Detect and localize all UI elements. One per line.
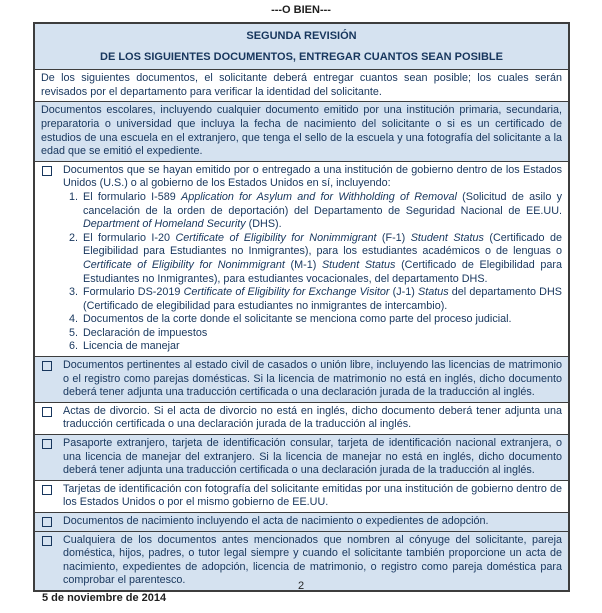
list-item: 1. El formulario I-589 Application for Asylum and for Withholding of Removal (Solicitud de asilo y cancelación de la orden de deportación) del Departamento de Seguridad Nacional de EE.UU. Department of Homeland Security (DHS). (81, 191, 562, 232)
checkbox[interactable] (42, 439, 52, 449)
row-government-documents (35, 162, 568, 357)
government-documents-list (63, 191, 562, 354)
row-marital-documents (35, 357, 568, 403)
row-text: Documentos que se hayan emitido por o entregado a una institución de gobierno dentro de los Estados Unidos (U.S.) o al gobierno de los Estados Unidos en sí, incluyendo: (63, 163, 562, 190)
list-item: 4. Documentos de la corte donde el solicitante se menciona como parte del proceso judicial. (81, 313, 562, 327)
checkbox[interactable] (42, 361, 52, 371)
row-school-documents (35, 102, 568, 161)
page-number: 2 (297, 580, 305, 592)
row-intro (35, 70, 568, 102)
table-header (35, 24, 568, 70)
footer-date: 5 de noviembre de 2014 (42, 592, 167, 604)
row-text: Tarjetas de identificación con fotografía del solicitante emitidas por una institución de gobierno dentro de los Estados Unidos o por el mismo gobierno de EE.UU. (63, 482, 562, 509)
checkbox[interactable] (42, 166, 52, 176)
checkbox[interactable] (42, 407, 52, 417)
row-text: Documentos pertinentes al estado civil de casados o unión libre, incluyendo las licencias de matrimonio o el registro como parejas domésticas. Si la licencia de matrimonio no está en inglés, dicho documento deberá tener adjunta una traducción certificada o una declaración jurada de la traducción al inglés. (63, 359, 562, 399)
row-content (63, 164, 562, 354)
checkbox[interactable] (42, 517, 52, 527)
row-text: Cualquiera de los documentos antes mencionados que nombren al cónyuge del solicitante, pareja doméstica, hijos, padres, o tutor legal siempre y cuando el solicitante también proporcione un acta de nacimiento, expedientes de adopción, licencia de matrimonio, o registro como pareja doméstica para comprobar el parentesco. (63, 533, 562, 587)
table-subtitle: DE LOS SIGUIENTES DOCUMENTOS, ENTREGAR CUANTOS SEAN POSIBLE (100, 50, 503, 63)
row-text: Actas de divorcio. Si el acta de divorcio no está en inglés, dicho documento deberá tener adjunta una traducción certificada o una declaración jurada de la traducción al inglés. (63, 404, 562, 431)
checkbox[interactable] (42, 485, 52, 495)
list-item: 3. Formulario DS-2019 Certificate of Eligibility for Exchange Visitor (J-1) Status del departamento DHS (Certificado de elegibilidad para estudiantes no inmigrantes de intercambio). (81, 286, 562, 313)
row-birth-documents (35, 513, 568, 532)
row-text: Pasaporte extranjero, tarjeta de identificación consular, tarjeta de identificación nacional extranjera, o una licencia de manejar del extranjero. Si la licencia de manejar no está en inglés, dicho documento deberá tener adjunta una traducción certificada o una declaración jurada de la traducción al inglés. (63, 437, 562, 477)
row-divorce-documents (35, 403, 568, 435)
checkbox[interactable] (42, 536, 52, 546)
row-text: De los siguientes documentos, el solicitante deberá entregar cuantos sean posible; los cuales serán revisados por el departamento para verificar la identidad del solicitante. (41, 72, 562, 98)
row-text: Documentos escolares, incluyendo cualquier documento emitido por una institución primaria, secundaria, preparatoria o universidad que incluya la fecha de nacimiento del solicitante o si es un certificado de estudios de una escuela en el extranjero, que tenga el sello de la escuela y una fotografía del solicitante a la edad que se emitió el expediente. (41, 104, 562, 158)
row-passport-documents (35, 435, 568, 481)
section-separator: ---O BIEN--- (271, 4, 331, 16)
list-item: 2. El formulario I-20 Certificate of Eligibility for Nonimmigrant (F-1) Student Status (Certificado de Elegibilidad para Estudiantes no Inmigrantes), para los estudiantes académicos o de lenguas o Certificate of Eligibility for Nonimmigrant (M-1) Student Status (Certificado de Elegibilidad para Estudiantes no Inmigrantes), para estudiantes vocacionales, del departamento DHS. (81, 232, 562, 286)
row-text: Documentos de nacimiento incluyendo el acta de nacimiento o expedientes de adopción. (63, 515, 489, 527)
documents-table (33, 22, 570, 592)
row-id-cards (35, 481, 568, 513)
table-title: SEGUNDA REVISIÓN (246, 30, 357, 42)
list-item: 5. Declaración de impuestos (81, 327, 562, 341)
list-item: 6. Licencia de manejar (81, 340, 562, 354)
